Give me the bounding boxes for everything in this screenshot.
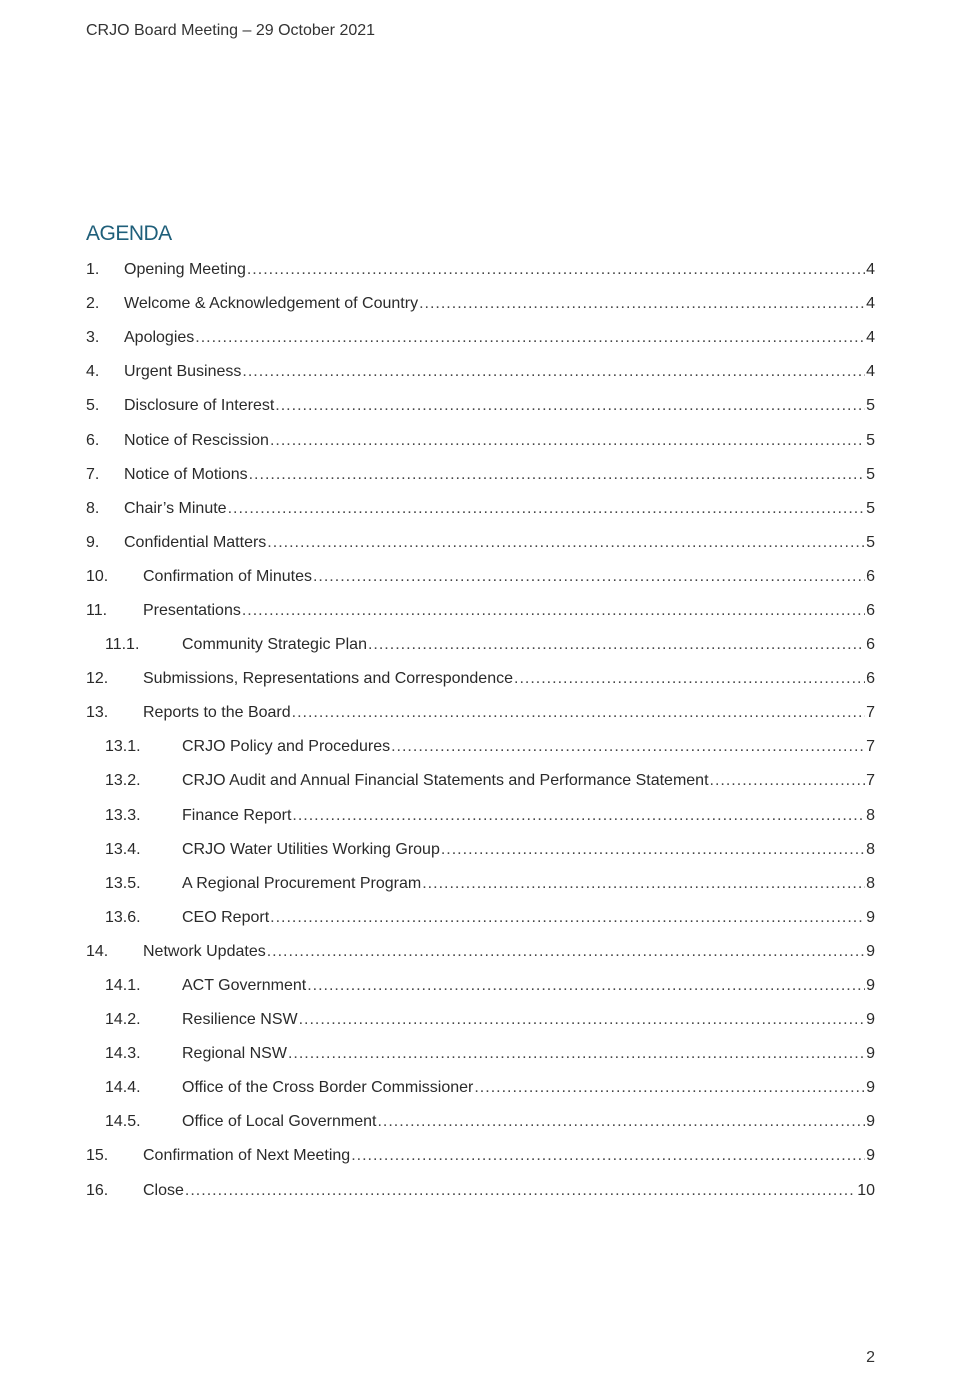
agenda-item[interactable]: [86, 1139, 875, 1173]
agenda-item-page: 6: [866, 670, 875, 688]
agenda-item[interactable]: [86, 253, 875, 287]
agenda-item-page: 9: [866, 942, 875, 960]
agenda-item-page: 4: [866, 329, 875, 347]
agenda-item-title: A Regional Procurement Program: [182, 874, 422, 892]
dot-leader: [242, 601, 865, 621]
agenda-item-title: ACT Government: [182, 977, 307, 995]
agenda-item-page: 4: [866, 363, 875, 381]
dot-leader: [292, 703, 865, 723]
agenda-item-title: Finance Report: [182, 806, 292, 824]
agenda-item-title: Community Strategic Plan: [182, 636, 367, 654]
agenda-item-number: 14.3.: [105, 1045, 141, 1063]
agenda-item-number: 4.: [86, 363, 100, 381]
agenda-item-number: 10.: [86, 567, 109, 585]
agenda-item-title: Disclosure of Interest: [124, 397, 275, 415]
agenda-item-page: 9: [866, 908, 875, 926]
dot-leader: [292, 806, 865, 826]
agenda-item-number: 3.: [86, 329, 100, 347]
agenda-item-title: Notice of Motions: [124, 465, 248, 483]
agenda-title: AGENDA: [86, 222, 172, 245]
agenda-item-number: 7.: [86, 465, 100, 483]
agenda-item-title: CEO Report: [182, 908, 270, 926]
dot-leader: [422, 874, 865, 894]
dot-leader: [247, 260, 865, 280]
agenda-item-page: 8: [866, 874, 875, 892]
agenda-item[interactable]: [86, 492, 875, 526]
agenda-item-page: 5: [866, 465, 875, 483]
agenda-item[interactable]: [86, 287, 875, 321]
agenda-item[interactable]: [86, 594, 875, 628]
agenda-item-number: 13.5.: [105, 874, 141, 892]
agenda-item-page: 9: [866, 1045, 875, 1063]
agenda-item-number: 13.1.: [105, 738, 141, 756]
agenda-item[interactable]: [86, 355, 875, 389]
agenda-item-title: Reports to the Board: [143, 704, 291, 722]
agenda-item-number: 14.2.: [105, 1011, 141, 1029]
dot-leader: [275, 396, 865, 416]
agenda-item-title: CRJO Water Utilities Working Group: [182, 840, 440, 858]
dot-leader: [299, 1010, 866, 1030]
agenda-item-number: 14.4.: [105, 1079, 141, 1097]
dot-leader: [391, 737, 865, 757]
agenda-item-title: Submissions, Representations and Correspondence: [143, 670, 513, 688]
agenda-item-page: 9: [866, 1147, 875, 1165]
agenda-item[interactable]: [86, 1105, 875, 1139]
agenda-item[interactable]: [86, 696, 875, 730]
agenda-item[interactable]: [86, 1071, 875, 1105]
agenda-item[interactable]: [86, 833, 875, 867]
dot-leader: [242, 362, 865, 382]
agenda-item[interactable]: [86, 935, 875, 969]
dot-leader: [419, 294, 865, 314]
agenda-item[interactable]: [86, 730, 875, 764]
dot-leader: [377, 1112, 865, 1132]
dot-leader: [270, 908, 865, 928]
agenda-item-title: Resilience NSW: [182, 1011, 298, 1029]
dot-leader: [185, 1181, 856, 1201]
agenda-item-page: 7: [866, 704, 875, 722]
dot-leader: [267, 942, 865, 962]
agenda-item[interactable]: [86, 628, 875, 662]
agenda-item-title: Network Updates: [143, 942, 266, 960]
dot-leader: [514, 669, 865, 689]
agenda-item-title: Office of the Cross Border Commissioner: [182, 1079, 474, 1097]
dot-leader: [710, 771, 866, 791]
agenda-item-title: Chair’s Minute: [124, 499, 227, 517]
agenda-item[interactable]: [86, 389, 875, 423]
agenda-item-number: 14.5.: [105, 1113, 141, 1131]
agenda-item-number: 12.: [86, 670, 109, 688]
agenda-item-number: 8.: [86, 499, 100, 517]
agenda-item-page: 6: [866, 601, 875, 619]
document-header: CRJO Board Meeting – 29 October 2021: [86, 22, 376, 39]
agenda-item-title: Presentations: [143, 601, 241, 619]
agenda-item-page: 6: [866, 567, 875, 585]
agenda-item-page: 5: [866, 397, 875, 415]
dot-leader: [351, 1146, 865, 1166]
agenda-item[interactable]: [86, 1037, 875, 1071]
agenda-item-page: 8: [866, 840, 875, 858]
agenda-item-page: 5: [866, 499, 875, 517]
agenda-item[interactable]: [86, 560, 875, 594]
agenda-item-page: 7: [866, 738, 875, 756]
agenda-item-number: 6.: [86, 431, 100, 449]
agenda-item[interactable]: [86, 526, 875, 560]
dot-leader: [441, 840, 865, 860]
page-number: 2: [866, 1349, 875, 1366]
agenda-item[interactable]: [86, 799, 875, 833]
agenda-item-number: 13.: [86, 704, 109, 722]
agenda-item-page: 9: [866, 1079, 875, 1097]
agenda-item[interactable]: [86, 969, 875, 1003]
agenda-item-page: 8: [866, 806, 875, 824]
agenda-item-page: 5: [866, 533, 875, 551]
agenda-item[interactable]: [86, 1174, 875, 1208]
agenda-item[interactable]: [86, 458, 875, 492]
agenda-item-page: 9: [866, 1011, 875, 1029]
dot-leader: [313, 567, 865, 587]
agenda-item-title: Office of Local Government: [182, 1113, 377, 1131]
dot-leader: [288, 1044, 865, 1064]
agenda-item[interactable]: [86, 662, 875, 696]
agenda-item-number: 14.: [86, 942, 109, 960]
agenda-item-title: Apologies: [124, 329, 195, 347]
dot-leader: [195, 328, 865, 348]
agenda-item-page: 5: [866, 431, 875, 449]
agenda-item[interactable]: [86, 321, 875, 355]
dot-leader: [368, 635, 865, 655]
dot-leader: [267, 533, 865, 553]
agenda-item-title: Confirmation of Next Meeting: [143, 1147, 351, 1165]
agenda-item-page: 7: [866, 772, 875, 790]
agenda-item-number: 13.4.: [105, 840, 141, 858]
agenda-item-number: 11.: [86, 601, 108, 619]
agenda-item-page: 9: [866, 1113, 875, 1131]
agenda-item-number: 2.: [86, 295, 100, 313]
agenda-item-number: 15.: [86, 1147, 109, 1165]
agenda-item[interactable]: [86, 1003, 875, 1037]
dot-leader: [307, 976, 865, 996]
agenda-item[interactable]: [86, 423, 875, 457]
agenda-item-title: Opening Meeting: [124, 261, 246, 279]
agenda-item-title: Notice of Rescission: [124, 431, 269, 449]
dot-leader: [270, 431, 865, 451]
agenda-item-title: Urgent Business: [124, 363, 242, 381]
agenda-item-title: CRJO Policy and Procedures: [182, 738, 391, 756]
agenda-item-number: 16.: [86, 1181, 109, 1199]
agenda-item[interactable]: [86, 764, 875, 798]
agenda-item-page: 4: [866, 261, 875, 279]
agenda-item-page: 9: [866, 977, 875, 995]
dot-leader: [474, 1078, 865, 1098]
agenda-item-number: 1.: [86, 261, 100, 279]
agenda-item-title: Welcome & Acknowledgement of Country: [124, 295, 419, 313]
agenda-item-number: 13.6.: [105, 908, 141, 926]
agenda-item-title: Confidential Matters: [124, 533, 267, 551]
agenda-item-title: Confirmation of Minutes: [143, 567, 312, 585]
agenda-item-title: Close: [143, 1181, 184, 1199]
agenda-item[interactable]: [86, 867, 875, 901]
agenda-item-number: 13.2.: [105, 772, 141, 790]
agenda-item-title: Regional NSW: [182, 1045, 287, 1063]
agenda-item-number: 9.: [86, 533, 100, 551]
agenda-item-title: CRJO Audit and Annual Financial Statements and Performance Statement: [182, 772, 709, 790]
agenda-item-page: 10: [857, 1181, 875, 1199]
agenda-item-number: 14.1.: [105, 977, 141, 995]
agenda-item-number: 13.3.: [105, 806, 141, 824]
agenda-item-number: 11.1.: [105, 636, 140, 654]
agenda-item-page: 6: [866, 636, 875, 654]
agenda-item-number: 5.: [86, 397, 100, 415]
agenda-item[interactable]: [86, 901, 875, 935]
dot-leader: [228, 499, 866, 519]
agenda-item-page: 4: [866, 295, 875, 313]
agenda-list: [86, 253, 875, 1208]
dot-leader: [249, 465, 865, 485]
